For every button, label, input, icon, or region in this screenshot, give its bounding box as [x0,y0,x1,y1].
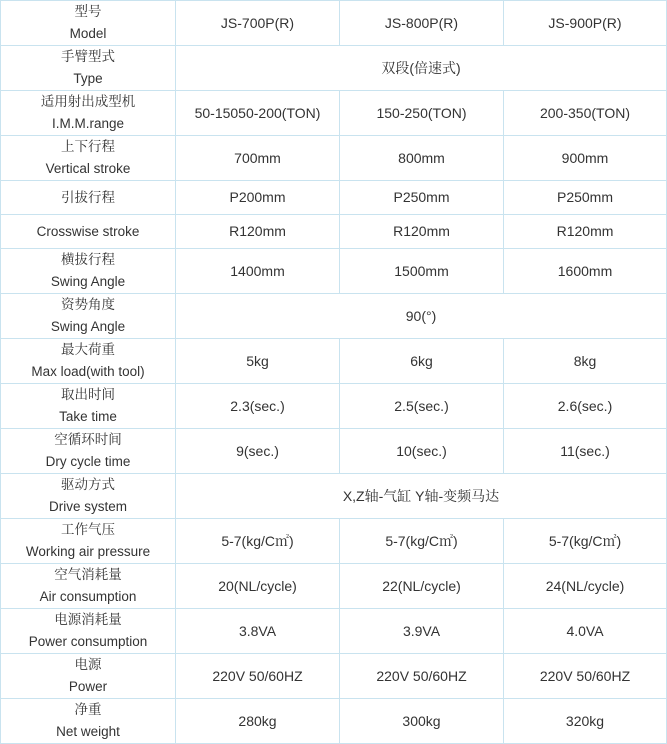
value-js900: 900mm [504,136,667,181]
value-js700: 9(sec.) [176,429,340,474]
label-zh: 取出时间 [61,387,115,402]
value-js800: R120mm [340,215,504,249]
label-zh: 电源消耗量 [54,612,122,627]
label-zh: 型号 [74,4,102,19]
value-js800: 300kg [340,699,504,744]
value-js900: 8kg [504,339,667,384]
label-en: Vertical stroke [45,161,131,176]
label-swing-angle [1,294,176,339]
label-en: Power consumption [28,634,148,649]
label-pull-stroke [1,181,176,215]
label-vertical-stroke [1,136,176,181]
value-js700: 5kg [176,339,340,384]
label-zh: 电源 [74,657,102,672]
label-en: Crosswise stroke [36,223,140,239]
value-js800: 2.5(sec.) [340,384,504,429]
value-js700: 5-7(kg/C㎡) [176,519,340,564]
label-en: Net weight [56,724,120,739]
row-drive-system [1,474,667,519]
label-working-air-pressure [1,519,176,564]
value-js700: JS-700P(R) [176,1,340,46]
value-js700: 20(NL/cycle) [176,564,340,609]
row-net-weight [1,699,667,744]
value-js700: 2.3(sec.) [176,384,340,429]
label-power-consumption [1,609,176,654]
value-js800: 1500mm [340,249,504,294]
value-js900: P250mm [504,181,667,215]
value-js700: 700mm [176,136,340,181]
label-zh: 引拔行程 [61,189,115,205]
value-type: 双段(倍速式) [176,46,667,91]
value-js900: 2.6(sec.) [504,384,667,429]
value-js700: 280kg [176,699,340,744]
row-type [1,46,667,91]
value-js900: 220V 50/60HZ [504,654,667,699]
label-dry-cycle-time [1,429,176,474]
label-en: Power [68,679,108,694]
value-js800: 6kg [340,339,504,384]
value-js900: JS-900P(R) [504,1,667,46]
row-model [1,1,667,46]
label-en: Type [73,71,103,86]
label-en: Swing Angle [50,319,126,334]
value-js700: 220V 50/60HZ [176,654,340,699]
value-js800: 5-7(kg/C㎡) [340,519,504,564]
label-en: I.M.M.range [51,116,125,131]
row-working-air-pressure [1,519,667,564]
label-zh: 横拔行程 [61,252,115,267]
value-swing-angle: 90(°) [176,294,667,339]
value-js700: 50-15050-200(TON) [176,91,340,136]
label-en: Model [69,26,107,41]
label-zh: 适用射出成型机 [40,94,136,109]
label-en: Air consumption [39,589,137,604]
label-air-consumption [1,564,176,609]
value-js800: 220V 50/60HZ [340,654,504,699]
value-drive-system: X,Z轴-气缸 Y轴-变频马达 [176,474,667,519]
value-js900: 200-350(TON) [504,91,667,136]
value-js800: 22(NL/cycle) [340,564,504,609]
label-en: Dry cycle time [45,454,131,469]
label-crosswise-stroke [1,215,176,249]
value-js700: 1400mm [176,249,340,294]
value-js800: 150-250(TON) [340,91,504,136]
value-js900: 11(sec.) [504,429,667,474]
label-max-load [1,339,176,384]
value-js800: 800mm [340,136,504,181]
label-zh: 驱动方式 [61,477,115,492]
label-take-time [1,384,176,429]
label-model [1,1,176,46]
value-js900: 1600mm [504,249,667,294]
row-vertical-stroke [1,136,667,181]
value-js900: R120mm [504,215,667,249]
label-imm-range [1,91,176,136]
label-en: Drive system [48,499,127,514]
label-zh: 空循环时间 [54,432,122,447]
label-zh: 手臂型式 [61,49,115,64]
label-drive-system [1,474,176,519]
label-en: Take time [59,409,117,424]
label-zh: 空气消耗量 [54,567,122,582]
value-js800: 3.9VA [340,609,504,654]
row-air-consumption [1,564,667,609]
row-crosswise-stroke [1,215,667,249]
value-js800: JS-800P(R) [340,1,504,46]
row-max-load [1,339,667,384]
label-zh: 资势角度 [61,297,115,312]
row-power [1,654,667,699]
row-power-consumption [1,609,667,654]
row-swing-stroke [1,249,667,294]
row-swing-angle [1,294,667,339]
value-js900: 5-7(kg/C㎡) [504,519,667,564]
label-en: Working air pressure [25,544,151,559]
label-zh: 上下行程 [61,139,115,154]
row-dry-cycle-time [1,429,667,474]
value-js800: 10(sec.) [340,429,504,474]
label-net-weight [1,699,176,744]
label-type [1,46,176,91]
row-pull-stroke [1,181,667,215]
value-js900: 24(NL/cycle) [504,564,667,609]
label-en: Swing Angle [50,274,126,289]
label-zh: 最大荷重 [61,342,115,357]
value-js900: 4.0VA [504,609,667,654]
value-js900: 320kg [504,699,667,744]
label-zh: 工作气压 [61,522,115,537]
row-imm-range [1,91,667,136]
value-js700: P200mm [176,181,340,215]
label-zh: 净重 [74,702,102,717]
value-js700: 3.8VA [176,609,340,654]
label-power [1,654,176,699]
label-swing-stroke [1,249,176,294]
value-js700: R120mm [176,215,340,249]
value-js800: P250mm [340,181,504,215]
label-en: Max load(with tool) [31,364,145,379]
row-take-time [1,384,667,429]
